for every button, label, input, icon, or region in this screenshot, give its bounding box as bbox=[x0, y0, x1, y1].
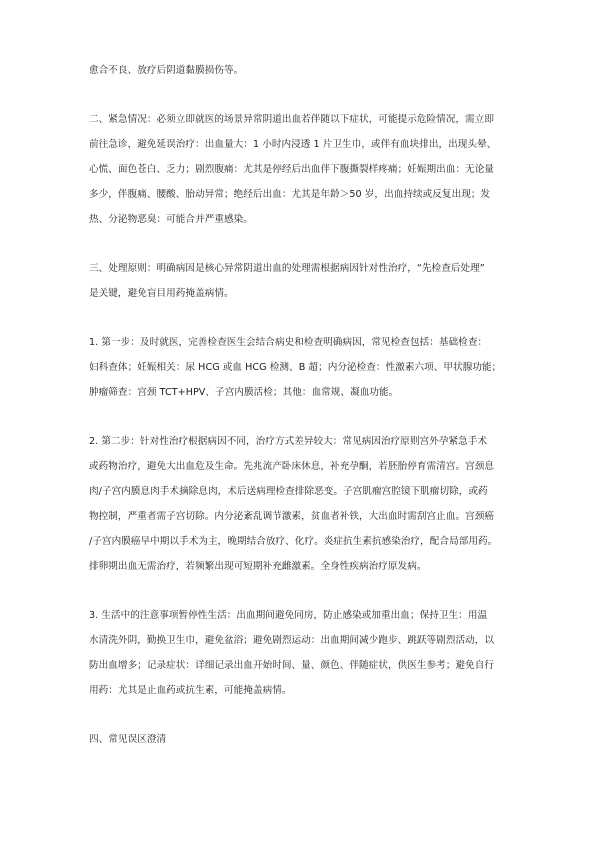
section-heading-principles: 三、处理原则：明确病因是核心异常阴道出血的处理需根据病因针对性治疗，“先检查后处理” bbox=[89, 263, 485, 274]
text-line: /子宫内膜癌早中期以手术为主，晚期结合放疗、化疗。炎症抗生素抗感染治疗，配合局部用药。 bbox=[89, 536, 498, 547]
step-1-line: 1. 第一步：及时就医，完善检查医生会结合病史和检查明确病因，常见检查包括：基础检查： bbox=[89, 337, 488, 348]
text-line: 防出血增多；记录症状：详细记录出血开始时间、量、颜色、伴随症状，供医生参考；避免自行 bbox=[89, 660, 495, 671]
text-line: 妇科查体；妊娠相关：尿 HCG 或血 HCG 检测、B 超；内分泌检查：性激素六项、甲状腺功能； bbox=[89, 362, 502, 373]
text-line: 物控制，严重者需子宫切除。内分泌紊乱调节激素，贫血者补铁，大出血时需刮宫止血。宫颈癌 bbox=[89, 511, 495, 522]
text-line: 水清洗外阴，勤换卫生巾，避免盆浴；避免剧烈运动：出血期间减少跑步、跳跃等剧烈活动，以 bbox=[89, 635, 495, 646]
step-2-line: 2. 第二步：针对性治疗根据病因不同，治疗方式差异较大：常见病因治疗原则宫外孕紧急手术 bbox=[89, 436, 488, 447]
text-line: 热、分泌物恶臭：可能合并严重感染。 bbox=[89, 214, 253, 225]
step-3-line: 3. 生活中的注意事项暂停性生活：出血期间避免同房，防止感染或加重出血；保持卫生：用温 bbox=[89, 610, 488, 621]
text-line: 肉/子宫内膜息肉手术摘除息肉，术后送病理检查排除恶变。子宫肌瘤宫腔镜下肌瘤切除，或药 bbox=[89, 486, 488, 497]
text-line: 用药：尤其是止血药或抗生素，可能掩盖病情。 bbox=[89, 685, 292, 696]
text-line: 愈合不良、放疗后阴道黏膜损伤等。 bbox=[89, 65, 244, 76]
text-line: 或药物治疗，避免大出血危及生命。先兆流产卧床休息，补充孕酮，若胚胎停育需清宫。宫颈息 bbox=[89, 461, 495, 472]
text-line: 多少，伴腹痛、腰酸、胎动异常；绝经后出血：尤其是年龄＞50 岁，出血持续或反复出现；发 bbox=[89, 189, 491, 200]
text-line: 心慌、面色苍白、乏力；剧烈腹痛：尤其是停经后出血伴下腹撕裂样疼痛；妊娠期出血：无论量 bbox=[89, 164, 495, 175]
section-heading-misconceptions: 四、常见误区澄清 bbox=[89, 734, 167, 745]
text-line: 肿瘤筛查：宫颈 TCT+HPV、子宫内膜活检；其他：血常规、凝血功能。 bbox=[89, 387, 399, 398]
section-heading-emergency: 二、紧急情况：必须立即就医的场景异常阴道出血若伴随以下症状，可能提示危险情况，需立即 bbox=[89, 114, 495, 125]
text-line: 是关键，避免盲目用药掩盖病情。 bbox=[89, 288, 234, 299]
text-line: 前往急诊，避免延误治疗：出血量大：1 小时内浸透 1 片卫生巾，或伴有血块排出，出现头晕、 bbox=[89, 139, 497, 150]
text-line: 排卵期出血无需治疗，若频繁出现可短期补充雌激素。全身性疾病治疗原发病。 bbox=[89, 561, 427, 572]
